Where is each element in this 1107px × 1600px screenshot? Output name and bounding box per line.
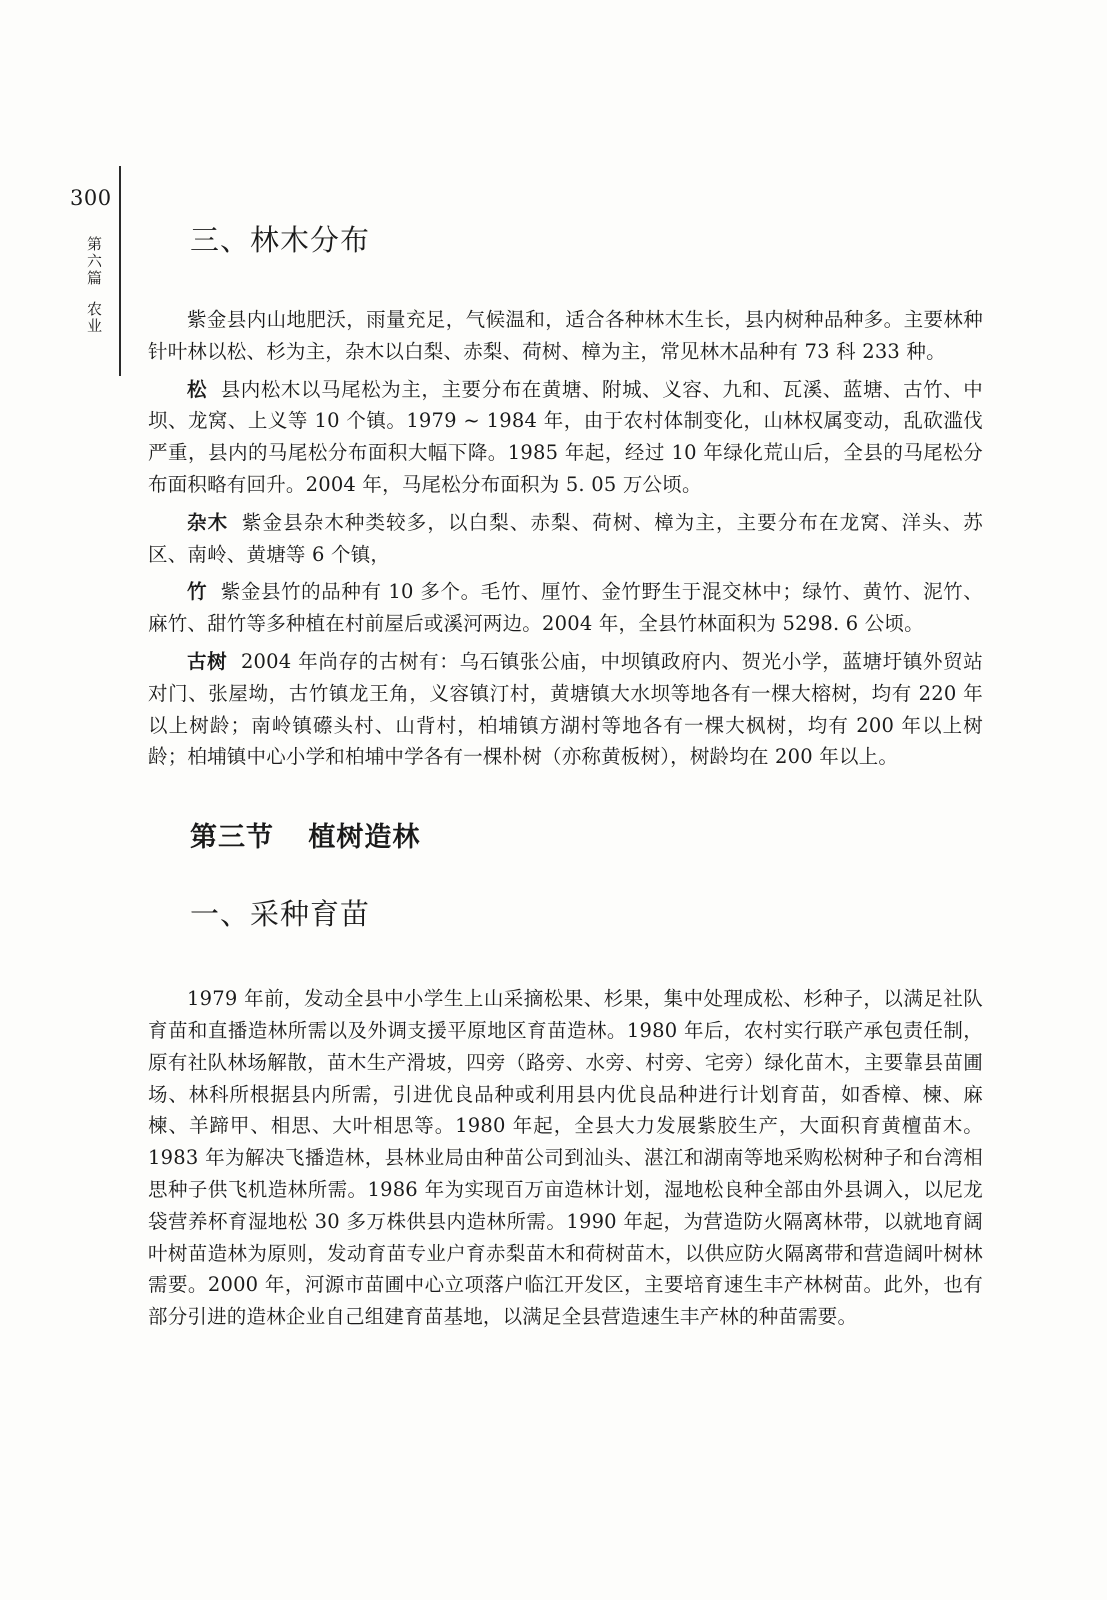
entry-ancient-trees	[148, 646, 983, 773]
entry-text: 2004 年尚存的古树有：乌石镇张公庙，中坝镇政府内、贺光小学，蓝塘圩镇外贸站对门、张屋坳，古竹镇龙王角，义容镇汀村，黄塘镇大水坝等地各有一棵大榕树，均有 220 年以上树龄；南岭镇礤头村、山背村，柏埔镇方湖村等地各有一棵大枫树，均有 200 年以上树龄；柏埔镇中心小学和柏埔中学各有一棵朴树（亦称黄板树），树龄均在 200 年以上。	[148, 649, 983, 769]
intro-paragraph: 紫金县内山地肥沃，雨量充足，气候温和，适合各种林木生长，县内树种品种多。主要林种针叶林以松、杉为主，杂木以白梨、赤梨、荷树、樟为主，常见林木品种有 73 科 233 种。	[148, 308, 983, 363]
entry-term: 古树	[187, 649, 228, 673]
subsection-heading-seedlings: 一、采种育苗	[190, 897, 371, 932]
subsection-heading-tree-distribution: 三、林木分布	[190, 223, 371, 257]
entry-term: 竹	[187, 580, 208, 604]
page-number: 300	[70, 186, 112, 210]
entry-text: 县内松木以马尾松为主，主要分布在黄塘、附城、义容、九和、瓦溪、蓝塘、古竹、中坝、龙窝、上义等 10 个镇。1979 ~ 1984 年，由于农村体制变化，山林权属变动，乱砍滥伐严重，县内的马尾松分布面积大幅下降。1985 年起，经过 10 年绿化荒山后，全县的马尾松分布面积略有回升。2004 年，马尾松分布面积为 5. 05 万公顷。	[148, 377, 983, 496]
entry-bamboo	[148, 576, 983, 640]
entry-text: 紫金县杂木种类较多，以白梨、赤梨、荷树、樟为主，主要分布在龙窝、洋头、苏区、南岭、黄塘等 6 个镇，	[148, 510, 984, 566]
page-content	[148, 218, 983, 1333]
section-heading-afforestation: 第三节 植树造林	[190, 822, 421, 854]
entry-term: 松	[187, 377, 208, 401]
entry-term: 杂木	[187, 510, 229, 534]
entry-pine	[148, 374, 983, 501]
entry-text: 紫金县竹的品种有 10 多个。毛竹、厘竹、金竹野生于混交林中；绿竹、黄竹、泥竹、麻竹、甜竹等多种植在村前屋后或溪河两边。2004 年，全县竹林面积为 5298. 6 公顷。	[148, 580, 983, 636]
part-label	[78, 236, 102, 335]
entry-mixed-wood	[148, 507, 983, 571]
seedling-paragraph: 1979 年前，发动全县中小学生上山采摘松果、杉果，集中处理成松、杉种子，以满足社队育苗和直播造林所需以及外调支援平原地区育苗造林。1980 年后，农村实行联产承包责任制，原有社队林场解散，苗木生产滑坡，四旁（路旁、水旁、村旁、宅旁）绿化苗木，主要靠县苗圃场、林科所根据县内所需，引进优良品种或利用县内优良品种进行计划育苗，如香樟、楝、麻楝、羊蹄甲、相思、大叶相思等。1980 年起，全县大力发展紫胶生产，大面积育黄檀苗木。1983 年为解决飞播造林，县林业局由种苗公司到汕头、湛江和湖南等地采购松树种子和台湾相思种子供飞机造林所需。1986 年为实现百万亩造林计划，湿地松良种全部由外县调入，以尼龙袋营养杯育湿地松 30 多万株供县内造林所需。1990 年起，为营造防火隔离林带，以就地育阔叶树苗造林为原则，发动育苗专业户育赤梨苗木和荷树苗木，以供应防火隔离带和营造阔叶树林需要。2000 年，河源市苗圃中心立项落户临江开发区，主要培育速生丰产林树苗。此外，也有部分引进的造林企业自己组建育苗基地，以满足全县营造速生丰产林的种苗需要。	[148, 987, 983, 1329]
part-label-title: 农业	[85, 301, 103, 335]
margin-rule	[119, 166, 121, 376]
part-label-part: 第六篇	[85, 236, 103, 287]
